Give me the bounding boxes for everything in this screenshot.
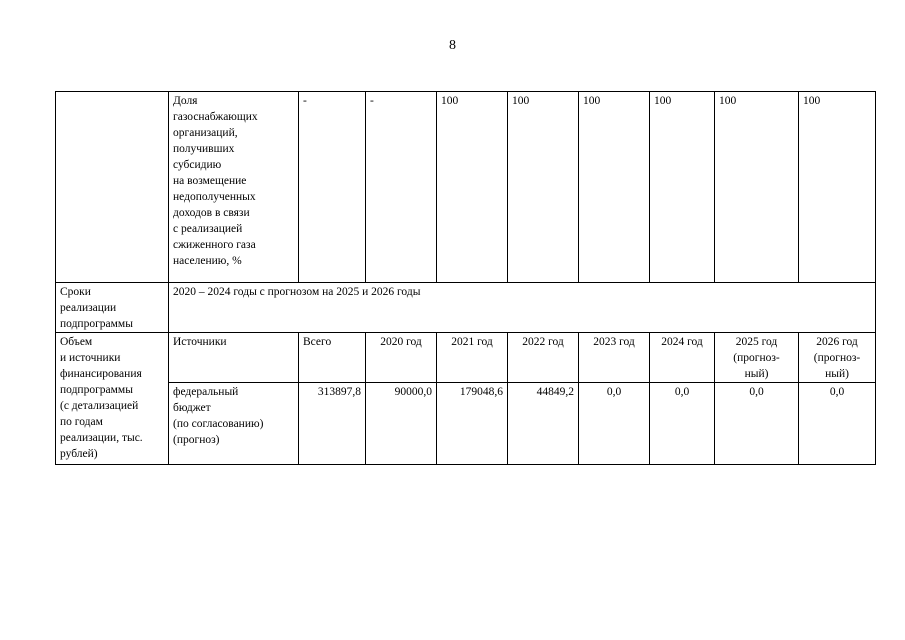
funding-value: 90000,0 [366, 383, 437, 465]
indicator-value: 100 [650, 92, 715, 283]
funding-header-cell: 2021 год [437, 333, 508, 383]
page-number: 8 [449, 38, 456, 53]
funding-label: Объем и источники финансирования подпрограммы (с детализацией по годам реализации, тыс. рублей) [56, 333, 169, 465]
indicator-value: 100 [508, 92, 579, 283]
funding-value: 0,0 [799, 383, 876, 465]
indicator-value: 100 [799, 92, 876, 283]
indicator-value: - [299, 92, 366, 283]
funding-header-cell: 2023 год [579, 333, 650, 383]
indicator-value: 100 [579, 92, 650, 283]
funding-value: 0,0 [579, 383, 650, 465]
indicator-value: 100 [437, 92, 508, 283]
subprogram-passport-table [55, 91, 876, 465]
funding-header-cell: 2020 год [366, 333, 437, 383]
funding-data-row [56, 383, 876, 465]
indicator-value: - [366, 92, 437, 283]
terms-row [56, 283, 876, 333]
funding-header-cell: 2022 год [508, 333, 579, 383]
terms-label: Сроки реализации подпрограммы [56, 283, 169, 333]
funding-value: 0,0 [650, 383, 715, 465]
funding-source: федеральный бюджет (по согласованию) (прогноз) [169, 383, 299, 465]
funding-header-cell: Всего [299, 333, 366, 383]
indicator-empty-cell [56, 92, 169, 283]
funding-value: 179048,6 [437, 383, 508, 465]
terms-value: 2020 – 2024 годы с прогнозом на 2025 и 2026 годы [169, 283, 876, 333]
funding-value: 0,0 [715, 383, 799, 465]
funding-header-cell: 2025 год (прогноз- ный) [715, 333, 799, 383]
funding-value: 44849,2 [508, 383, 579, 465]
funding-value: 313897,8 [299, 383, 366, 465]
funding-header-row [56, 333, 876, 383]
funding-header-cell: Источники [169, 333, 299, 383]
funding-header-cell: 2026 год (прогноз- ный) [799, 333, 876, 383]
indicator-label: Доля газоснабжающих организаций, получивших субсидию на возмещение недополученных доходов в связи с реализацией сжиженного газа населению, % [169, 92, 299, 283]
indicator-row [56, 92, 876, 283]
indicator-value: 100 [715, 92, 799, 283]
funding-header-cell: 2024 год [650, 333, 715, 383]
